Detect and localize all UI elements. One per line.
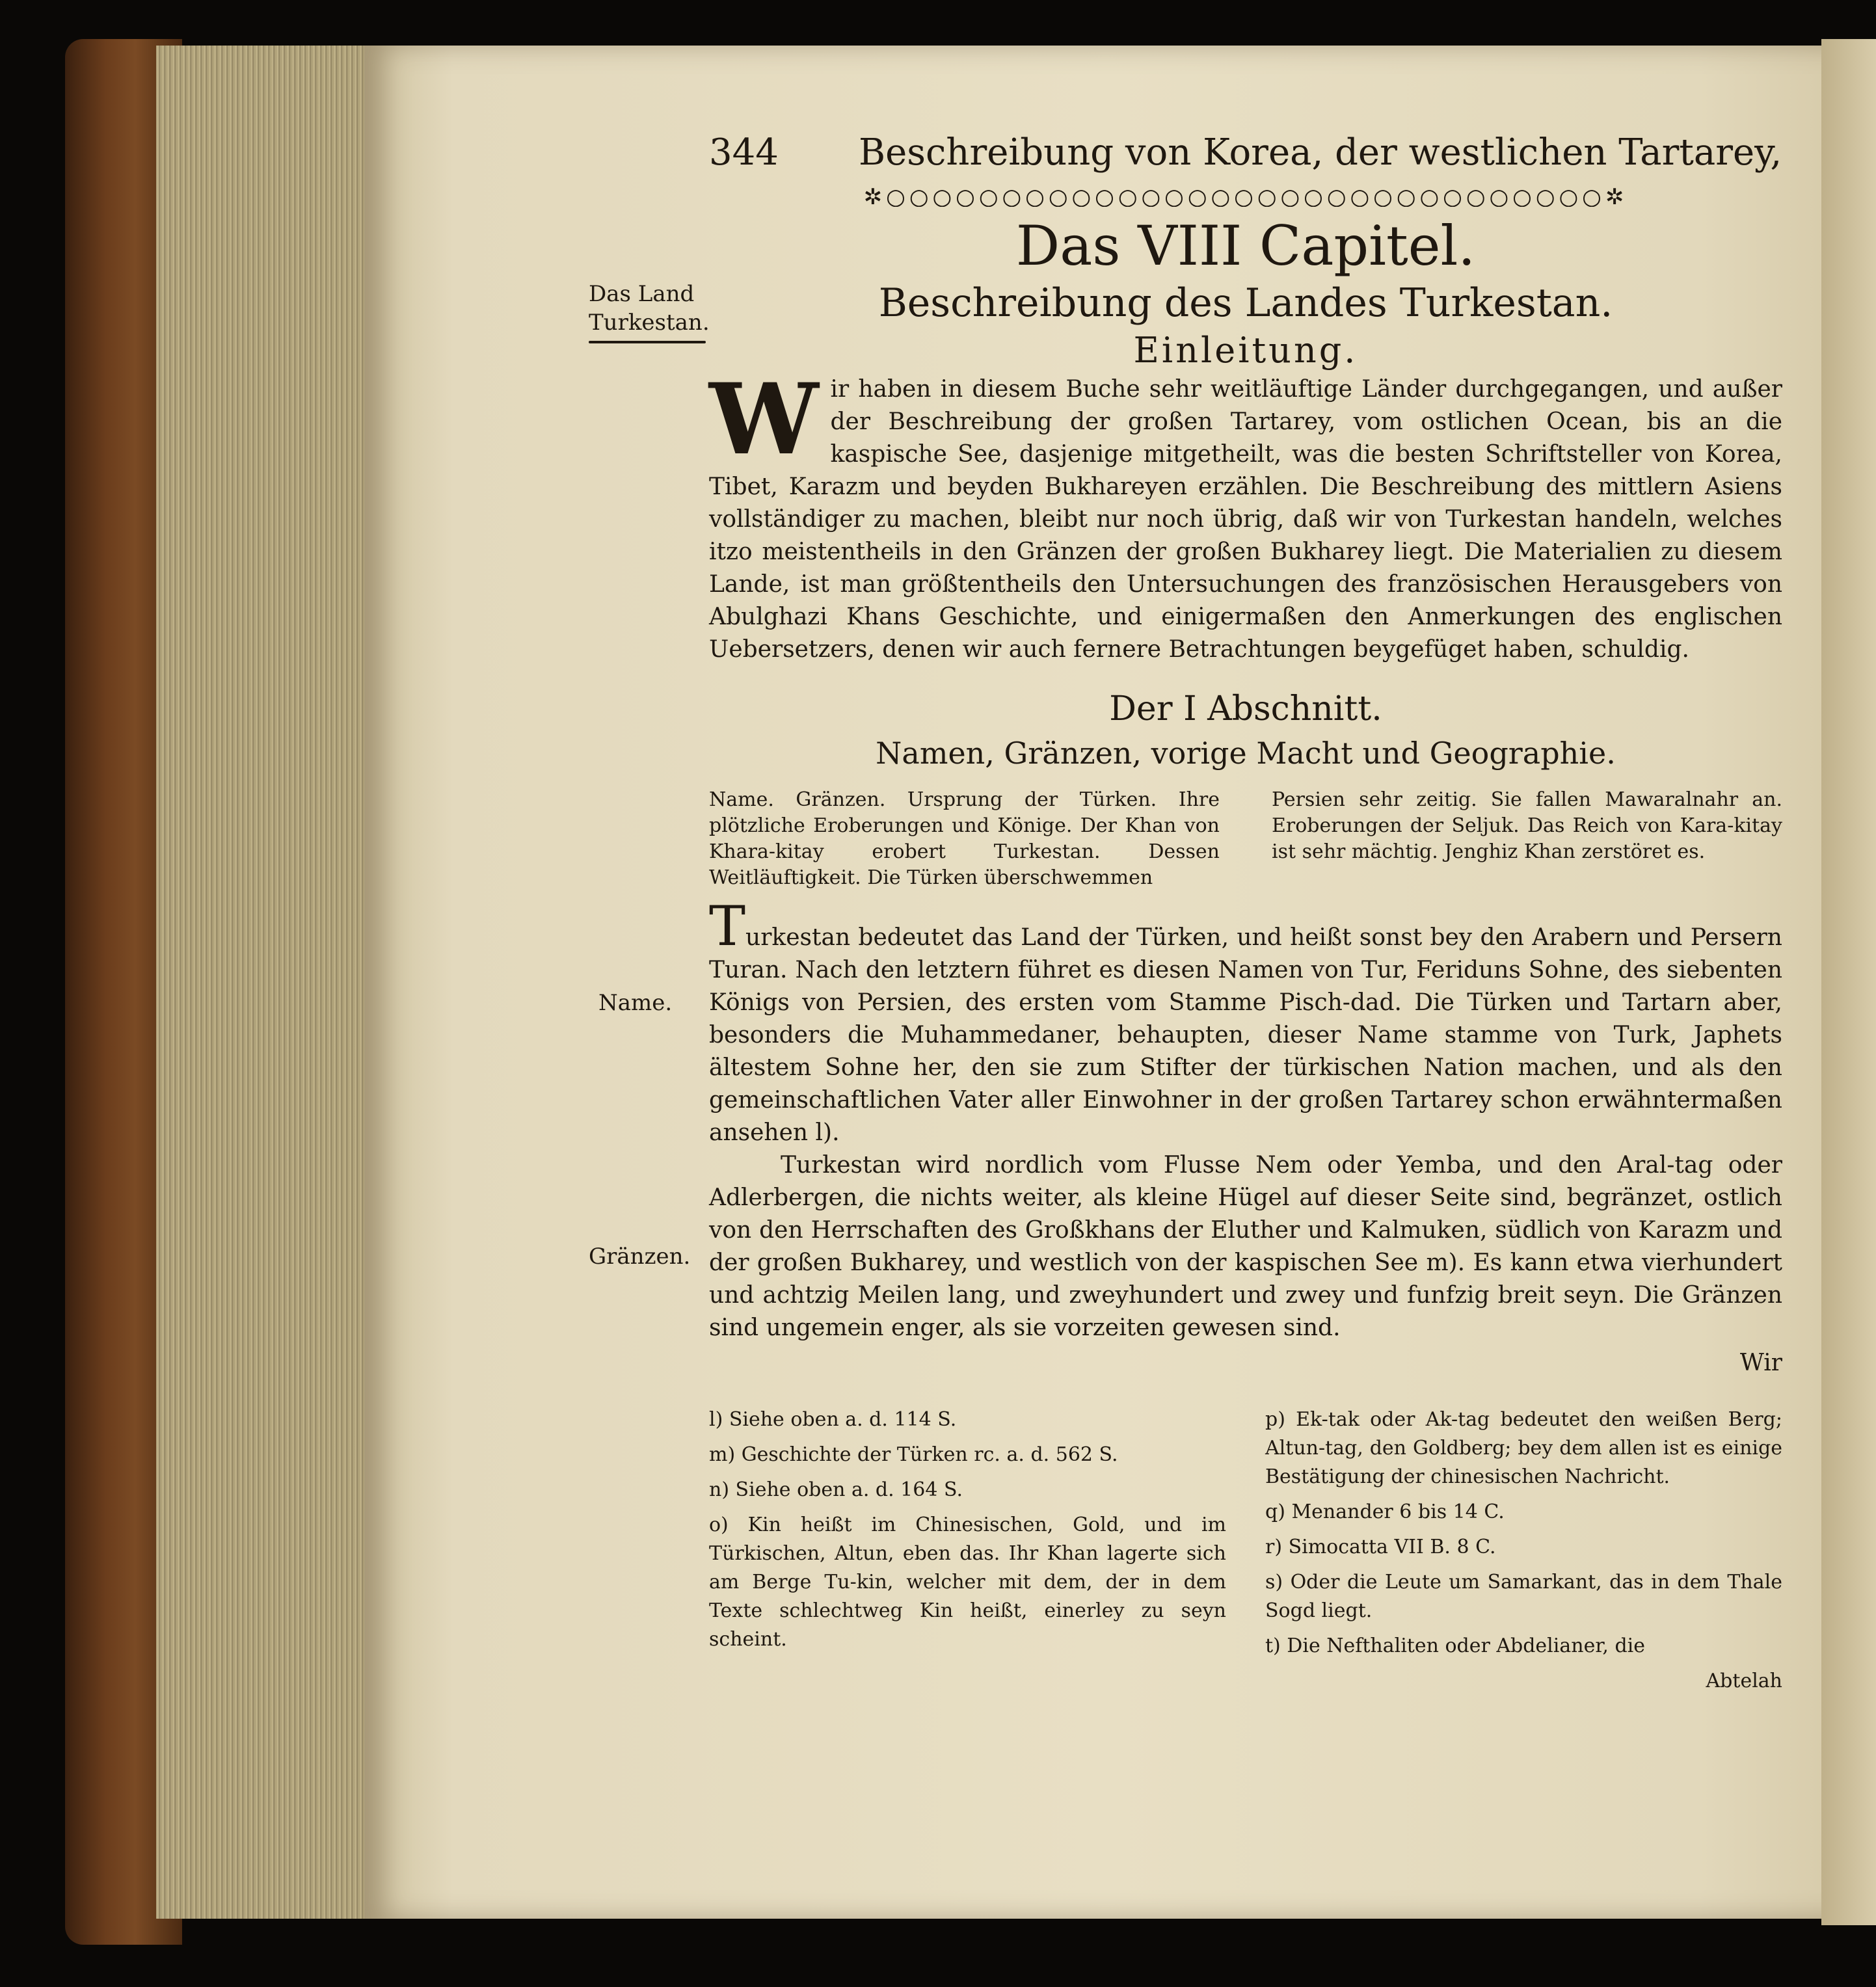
- footnote-q: q) Menander 6 bis 14 C.: [1265, 1500, 1505, 1523]
- margin-note-name: Name.: [598, 990, 673, 1016]
- chapter-heading: Das VIII Capitel.: [1015, 214, 1476, 278]
- intro-heading: Einleitung.: [1133, 330, 1358, 371]
- name-initial: T: [709, 894, 746, 958]
- name-paragraph: [709, 894, 1782, 1149]
- footnote-l: l) Siehe oben a. d. 114 S.: [709, 1408, 957, 1431]
- running-head: [709, 130, 1782, 176]
- footnote-r: r) Simocatta VII B. 8 C.: [1265, 1536, 1496, 1558]
- page-number: 344: [709, 131, 779, 174]
- graenzen-paragraph: Turkestan wird nordlich vom Flusse Nem oder Yemba, und den Aral-tag oder Adlerbergen, die nichts weiter, als kleine Hügel auf dieser Seite sind, begränzet, ostlich von den Herrschaften des Großkhans der Eluther und Kalmuken, südlich von Karazm und der großen Bukharey, und westlich von der kaspischen See m). Es kann etwa vierhundert und achtzig Meilen lang, und zweyhundert und zwey und funfzig breit seyn. Die Gränzen sind ungemein enger, als sie vorzeiten gewesen sind.: [709, 1152, 1782, 1341]
- margin-note-graenzen: Gränzen.: [589, 1244, 691, 1270]
- section-subtitle: Namen, Gränzen, vorige Macht und Geographie.: [876, 736, 1616, 771]
- footnotes-right: [1265, 1406, 1782, 1696]
- margin-note-land-line1: Das Land: [589, 281, 695, 307]
- running-title: Beschreibung von Korea, der westlichen Tartarey,: [859, 131, 1782, 174]
- chapter-subtitle: Beschreibung des Landes Turkestan.: [878, 280, 1613, 326]
- footnote-t: t) Die Nefthaliten oder Abdelianer, die: [1265, 1634, 1646, 1657]
- footnotes-left: [709, 1406, 1226, 1696]
- footnote-o: o) Kin heißt im Chinesischen, Gold, und im Türkischen, Altun, eben das. Ihr Khan lagerte sich am Berge Tu-kin, welcher mit dem, der in dem Texte schlechtweg Kin heißt, einerley zu seyn scheint.: [709, 1514, 1226, 1651]
- footnotes: [709, 1406, 1782, 1696]
- footnote-catchword: Abtelah: [1706, 1670, 1782, 1692]
- footnote-n: n) Siehe oben a. d. 164 S.: [709, 1478, 963, 1501]
- footnote-m: m) Geschichte der Türken rc. a. d. 562 S.: [709, 1443, 1118, 1466]
- summary-left: Name. Gränzen. Ursprung der Türken. Ihre plötzliche Eroberungen und Könige. Der Khan von Khara-kitay erobert Turkestan. Dessen Weitläuftigkeit. Die Türken überschwemmen: [709, 788, 1220, 889]
- margin-rule: [589, 341, 706, 343]
- margin-note-land: [589, 280, 710, 343]
- section-heading: Der I Abschnitt.: [1109, 689, 1382, 728]
- page-text: [709, 130, 1782, 1696]
- margin-note-land-line2: Turkestan.: [589, 310, 710, 336]
- intro-text: ir haben in diesem Buche sehr weitläuftige Länder durchgegangen, und außer der Beschreibung der großen Tartarey, vom ostlichen Ocean, bis an die kaspische See, dasjenige mitgetheilt, was die besten Schriftsteller von Korea, Tibet, Karazm und beyden Bukhareyen erzählen. Die Beschreibung des mittlern Asiens vollständiger zu machen, bleibt nur noch übrig, daß wir von Turkestan handeln, welches itzo meistentheils in den Gränzen der großen Bukharey liegt. Die Materialien zu diesem Lande, ist man größtentheils den Untersuchungen des französischen Herausgebers von Abulghazi Khans Geschichte, und einigermaßen den Anmerkungen des englischen Uebersetzers, denen wir auch fernere Betrachtungen beygefüget haben, schuldig.: [709, 376, 1782, 663]
- ornament-rule: ✲○○○○○○○○○○○○○○○○○○○○○○○○○○○○○○○✲: [863, 187, 1628, 207]
- section-summary: [709, 787, 1782, 891]
- footnote-p: p) Ek-tak oder Ak-tag bedeutet den weißen Berg; Altun-tag, den Goldberg; bey dem allen ist es einige Bestätigung der chinesischen Nachricht.: [1265, 1408, 1782, 1488]
- catchword: Wir: [1739, 1350, 1782, 1376]
- drop-cap: W: [709, 362, 819, 477]
- name-text: urkestan bedeutet das Land der Türken, und heißt sonst bey den Arabern und Persern Turan. Nach den letztern führet es diesen Namen von Tur, Feriduns Sohne, des siebenten Königs von Persien, des ersten vom Stamme Pisch-dad. Die Türken und Tartarn aber, besonders die Muhammedaner, behaupten, dieser Name stamme von Turk, Japhets ältestem Sohne her, den sie zum Stifter der türkischen Nation machen, und als den gemeinschaftlichen Vater aller Einwohner in der großen Tartarey schon erwähntermaßen ansehen l).: [709, 924, 1782, 1146]
- intro-paragraph: [709, 362, 1782, 666]
- page-edges: [156, 46, 364, 1919]
- footnote-s: s) Oder die Leute um Samarkant, das in dem Thale Sogd liegt.: [1265, 1571, 1782, 1622]
- summary-right: Persien sehr zeitig. Sie fallen Mawaralnahr an. Eroberungen der Seljuk. Das Reich von Kara-kitay ist sehr mächtig. Jenghiz Khan zerstöret es.: [1272, 788, 1782, 863]
- right-page-edge: [1821, 39, 1876, 1925]
